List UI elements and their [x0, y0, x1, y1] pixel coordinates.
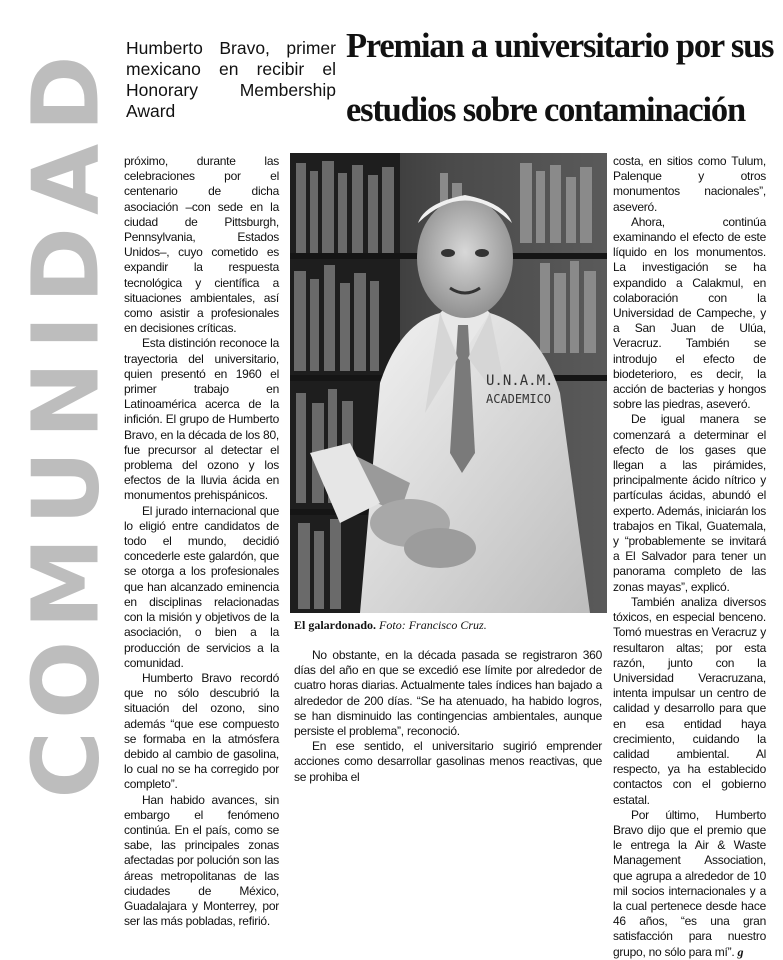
paragraph: También analiza diversos tóxicos, en especial benceno. Tomó muestras en Veracruz y resultaron altas; por esta razón, junto con la Universidad Veracruzana, intenta impulsar un centro de calidad y desarrollo para que en esa entidad haya crecimiento, cuidando la calidad ambiental. Al respecto, ya ha establecido contactos con el gobierno estatal.: [613, 594, 766, 807]
caption-label: El galardonado.: [294, 618, 377, 632]
section-label: [12, 10, 120, 832]
article-headline: [346, 14, 774, 142]
photo-illustration: [290, 153, 607, 613]
badge-line-1: U.N.A.M.: [486, 373, 554, 389]
paragraph: En ese sentido, el universitario sugirió emprender acciones como desarrollar gasolinas menos reactivas, que se prohiba el: [294, 739, 602, 784]
paragraph: Ahora, continúa examinando el efecto de este líquido en los monumentos. La investigación se ha expandido a Calakmul, en colaboración con la Universidad de Campeche, y a San Juan de Ulúa, Veracruz. También se introdujo el efecto de biodeterioro, es decir, la acción de bacterias y hongos sobre las piedras, aseveró.: [613, 214, 766, 412]
headline-line-2: estudios sobre contaminación: [346, 91, 745, 129]
badge-line-2: ACADEMICO: [486, 392, 552, 406]
caption-credit: Foto: Francisco Cruz.: [379, 618, 487, 632]
section-label-text: COMUNIDAD: [12, 43, 120, 799]
column-2: [294, 648, 602, 785]
paragraph: Humberto Bravo recordó que no sólo descubrió la situación del ozono, sino además “que ese compuesto se formaba en la atmósfera debido al cambio de gasolina, lo cual no se ha corregido por completo”.: [124, 670, 279, 792]
article-subtitle: Humberto Bravo, primer mexicano en recibir el Honorary Membership Award: [126, 38, 336, 121]
photo-caption: [294, 618, 604, 633]
paragraph: próximo, durante las celebraciones por el centenario de dicha asociación –con sede en la ciudad de Pittsburgh, Pennsylvania, Estados Unidos–, cuyo cometido es expandir la respuesta tecnológica y científica a situaciones ambientales, así como asistir a profesionales en decisiones críticas.: [124, 154, 279, 336]
paragraph: [613, 808, 766, 960]
column-1: [124, 154, 279, 929]
paragraph: Han habido avances, sin embargo el fenómeno continúa. En el país, como se sabe, las principales zonas afectadas por polución son las áreas metropolitanas de las ciudades de México, Guadalajara y Monterrey, por ser las más pobladas, refirió.: [124, 792, 279, 929]
article-photo: [290, 153, 607, 613]
paragraph: El jurado internacional que lo eligió entre candidatos de todo el mundo, decidió concederle este galardón, que se otorga a los profesionales que han alcanzado eminencia en disciplinas relacionadas con la misión y objetivos de la asociación, o bien a la producción de servicios a la comunidad.: [124, 503, 279, 670]
paragraph: Esta distinción reconoce la trayectoria del universitario, quien presentó en 1960 el primer trabajo en Latinoamérica acerca de la infición. El grupo de Humberto Bravo, en la década de los 80, fue precursor al detectar el problema del ozono y los efectos de la lluvia ácida en monumentos prehispánicos.: [124, 336, 279, 503]
column-3: [613, 154, 766, 960]
paragraph: costa, en sitios como Tulum, Palenque y otros monumentos nacionales”, aseveró.: [613, 154, 766, 214]
paragraph-text: Por último, Humberto Bravo dijo que el premio que le entrega la Air & Waste Management Association, que agrupa a alrededor de 10 mil socios internacionales y a la cual pertenece desde hace 46 años, “es una gran satisfacción para nuestro grupo, no sólo para mí”.: [613, 807, 766, 959]
headline-line-1: Premian a universitario por sus: [346, 27, 774, 65]
paragraph: De igual manera se comenzará a determinar el efecto de los gases que llegan a las pirámides, principalmente ácido nítrico y partículas ácidas, abundó el experto. Además, iniciarán los trabajos en Tikal, Guatemala, y “probablemente se invitará a El Salvador para tener un panorama completo de las zonas mayas”, explicó.: [613, 412, 766, 594]
end-of-article-mark: g: [737, 944, 744, 959]
paragraph: No obstante, en la década pasada se registraron 360 días del año en que se excedió ese límite por alrededor de cuatro horas diarias. Actualmente tales índices han bajado a alrededor de 200 días. “Se ha atenuado, ha habido logros, se han disminuido las contingencias ambientales, aunque persiste el problema”, reconoció.: [294, 648, 602, 739]
